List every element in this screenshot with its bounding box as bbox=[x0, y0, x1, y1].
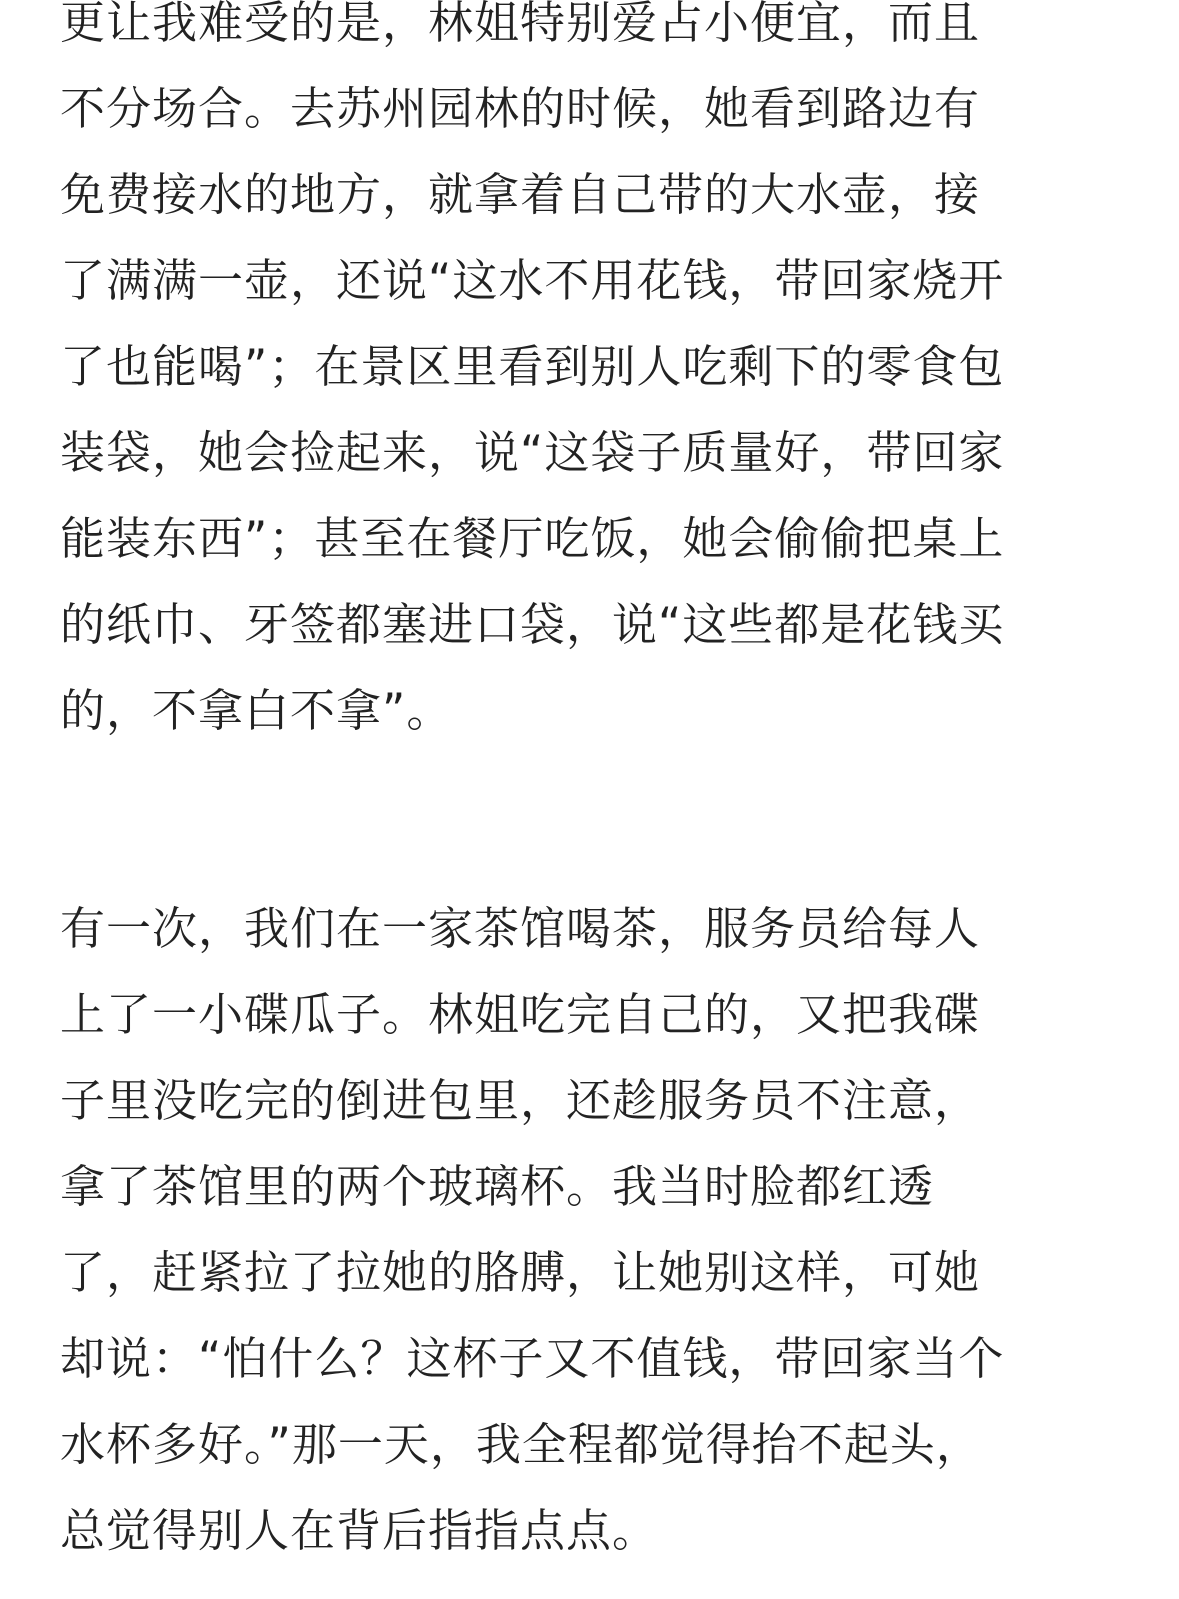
text-line: 上了一小碟瓜子。林姐吃完自己的，又把我碟 bbox=[60, 988, 981, 1041]
text-line: 子里没吃完的倒进包里，还趁服务员不注意， bbox=[60, 1074, 981, 1127]
article-body bbox=[60, 0, 1100, 1574]
paragraph-2 bbox=[60, 886, 1100, 1574]
text-line: 却说：“怕什么？这杯子又不值钱，带回家当个 bbox=[60, 1332, 1005, 1385]
text-line: 更让我难受的是，林姐特别爱占小便宜，而且 bbox=[60, 0, 981, 49]
text-line: 的，不拿白不拿”。 bbox=[60, 684, 453, 737]
text-line: 总觉得别人在背后指指点点。 bbox=[60, 1504, 659, 1557]
text-line: 有一次，我们在一家茶馆喝茶，服务员给每人 bbox=[60, 902, 981, 955]
paragraph-1 bbox=[60, 0, 1100, 754]
text-line: 拿了茶馆里的两个玻璃杯。我当时脸都红透 bbox=[60, 1160, 935, 1213]
text-line: 了满满一壶，还说“这水不用花钱，带回家烧开 bbox=[60, 254, 1005, 307]
text-line: 的纸巾、牙签都塞进口袋，说“这些都是花钱买 bbox=[60, 598, 1005, 651]
text-line: 水杯多好。”那一天，我全程都觉得抬不起头， bbox=[60, 1418, 982, 1471]
text-line: 免费接水的地方，就拿着自己带的大水壶，接 bbox=[60, 168, 981, 221]
text-line: 了，赶紧拉了拉她的胳膊，让她别这样，可她 bbox=[60, 1246, 981, 1299]
text-line: 能装东西”；甚至在餐厅吃饭，她会偷偷把桌上 bbox=[60, 512, 1005, 565]
paragraph-spacer bbox=[60, 754, 1100, 886]
text-line: 不分场合。去苏州园林的时候，她看到路边有 bbox=[60, 82, 981, 135]
text-line: 了也能喝”；在景区里看到别人吃剩下的零食包 bbox=[60, 340, 1005, 393]
text-line: 装袋，她会捡起来，说“这袋子质量好，带回家 bbox=[60, 426, 1005, 479]
